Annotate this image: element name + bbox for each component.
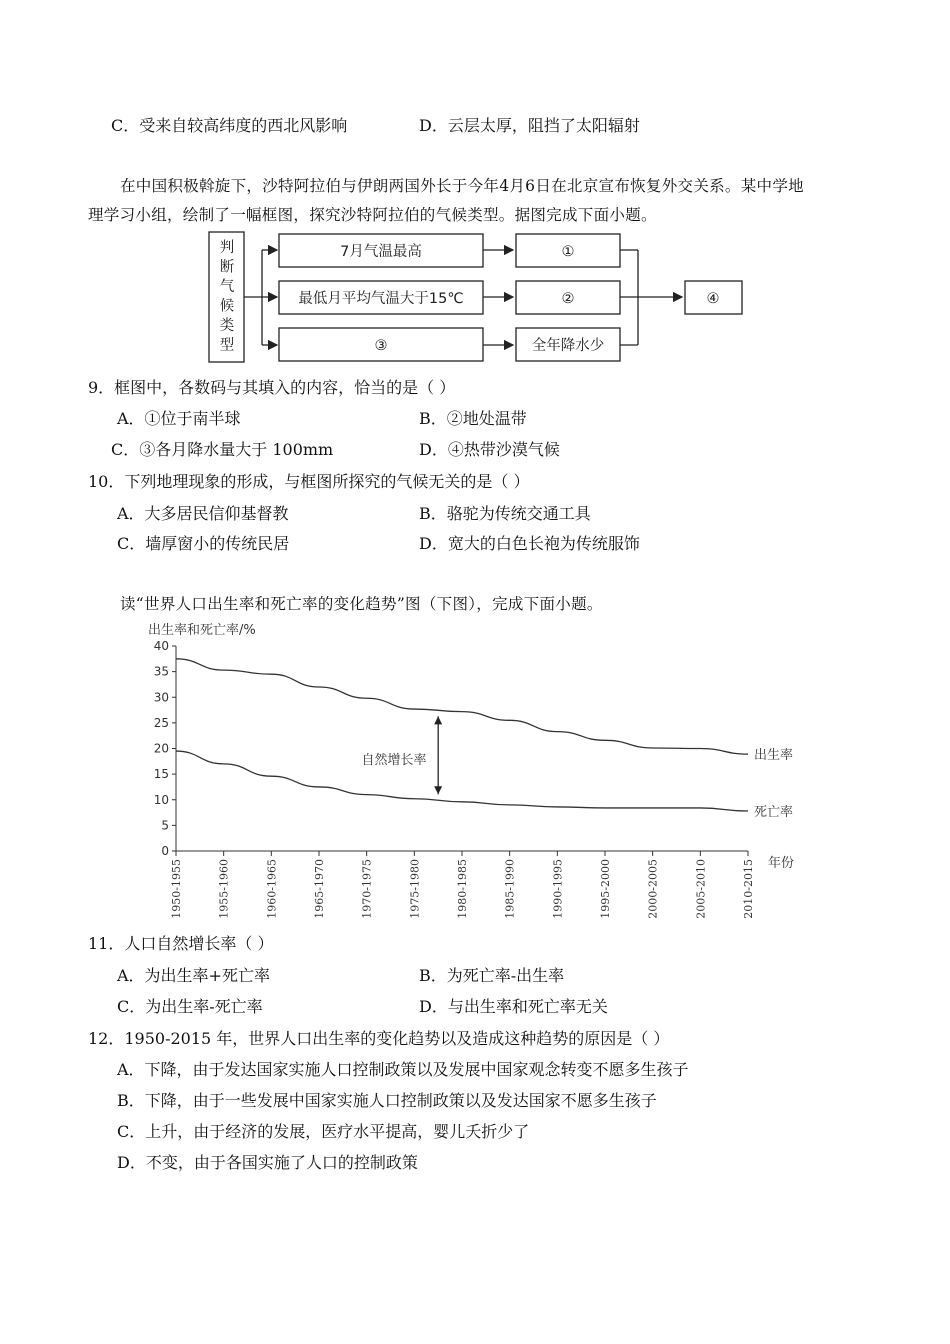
y-tick-label: 40 (153, 639, 169, 653)
x-tick-label: 1965-1970 (313, 859, 326, 919)
flow-left-char: 气 (219, 279, 235, 295)
q10-option-c: C．墙厚窗小的传统民居 (117, 534, 290, 553)
q9-option-d: D．④热带沙漠气候 (419, 440, 560, 459)
q12-option-c: C．上升，由于经济的发展，医疗水平提高，婴儿夭折少了 (117, 1122, 530, 1141)
q11-option-b: B．为死亡率-出生率 (419, 966, 565, 985)
q9-stem: 9．框图中，各数码与其填入的内容，恰当的是（ ） (88, 378, 456, 397)
q11-option-c: C．为出生率-死亡率 (117, 997, 263, 1016)
q12-option-a: A．下降，由于发达国家实施人口控制政策以及发展中国家观念转变不愿多生孩子 (117, 1060, 689, 1079)
y-tick-label: 5 (161, 818, 169, 833)
chart-ylabel: 出生率和死亡率/% (148, 623, 256, 638)
y-tick-label: 35 (153, 664, 169, 679)
flow-left-char: 候 (219, 298, 235, 315)
natural-growth-label: 自然增长率 (361, 753, 427, 768)
q12-option-d: D．不变，由于各国实施了人口的控制政策 (117, 1153, 418, 1172)
flow-row3-text: ③ (374, 338, 388, 354)
x-tick-label: 1960-1965 (265, 859, 279, 919)
q11-stem: 11．人口自然增长率（ ） (88, 934, 274, 953)
q10-option-a: A．大多居民信仰基督教 (117, 504, 289, 523)
x-tick-label: 1975-1980 (408, 859, 422, 919)
series-label-death-rate: 死亡率 (754, 805, 794, 821)
x-tick-label: 1990-1995 (551, 859, 565, 919)
y-tick-label: 30 (153, 690, 169, 705)
x-tick-label: 2010-2015 (742, 859, 755, 919)
flow-mid3-text: 全年降水少 (531, 338, 605, 354)
flow-left-char: 断 (219, 259, 235, 276)
q12-option-b: B．下降，由于一些发展中国家实施人口控制政策以及发达国家不愿多生孩子 (117, 1091, 657, 1110)
x-tick-label: 1955-1960 (217, 859, 231, 919)
flow-mid2-text: ② (561, 291, 575, 307)
q9-option-a: A．①位于南半球 (117, 409, 241, 428)
flow-row1-text: 7月气温最高 (340, 244, 422, 260)
x-tick-label: 2000-2005 (646, 859, 660, 919)
q11-option-d: D．与出生率和死亡率无关 (419, 997, 608, 1016)
y-tick-label: 15 (153, 767, 169, 782)
x-tick-label: 1995-2000 (599, 859, 612, 919)
flow-left-char: 判 (219, 240, 235, 256)
flow-left-char: 型 (219, 337, 235, 354)
passage-2: 读“世界人口出生率和死亡率的变化趋势”图（下图），完成下面小题。 (120, 595, 603, 613)
passage-1-line-1: 在中国积极斡旋下，沙特阿拉伯与伊朗两国外长于今年4月6日在北京宣布恢复外交关系。某中学地 (120, 177, 804, 195)
y-tick-label: 10 (153, 792, 169, 807)
death-rate-line (176, 751, 748, 811)
q9-option-b: B．②地处温带 (419, 409, 527, 428)
q11-option-a: A．为出生率+死亡率 (117, 966, 270, 985)
flow-mid1-text: ① (561, 244, 575, 260)
flow-row2-text: 最低月平均气温大于15℃ (298, 291, 464, 307)
birth-rate-line (176, 659, 748, 754)
x-tick-label: 1970-1975 (360, 859, 374, 919)
arrow-head-up (434, 716, 442, 724)
series-label-birth-rate: 出生率 (754, 748, 794, 764)
arrow-head-down (434, 786, 442, 794)
q9-option-c: C．③各月降水量大于 100mm (111, 440, 334, 459)
q10-stem: 10．下列地理现象的形成，与框图所探究的气候无关的是（ ） (88, 472, 530, 491)
q10-option-b: B．骆驼为传统交通工具 (419, 504, 591, 523)
q12-stem: 12．1950-2015 年，世界人口出生率的变化趋势以及造成这种趋势的原因是（ ） (88, 1029, 670, 1048)
y-tick-label: 0 (161, 844, 169, 858)
flow-left-char: 类 (219, 318, 235, 334)
x-tick-label: 2005-2010 (694, 859, 708, 919)
q10-option-d: D．宽大的白色长袍为传统服饰 (419, 534, 640, 553)
flow-result-text: ④ (706, 291, 720, 307)
y-tick-label: 20 (153, 741, 169, 756)
chart-xlabel: 年份 (768, 856, 795, 871)
q8-option-d: D．云层太厚，阻挡了太阳辐射 (419, 116, 640, 135)
x-tick-label: 1950-1955 (170, 859, 183, 919)
y-tick-label: 25 (153, 715, 169, 730)
x-tick-label: 1985-1990 (503, 859, 517, 919)
q8-option-c: C．受来自较高纬度的西北风影响 (111, 116, 348, 135)
x-tick-label: 1980-1985 (456, 859, 469, 919)
passage-1-line-2: 理学习小组，绘制了一幅框图，探究沙特阿拉伯的气候类型。据图完成下面小题。 (88, 206, 657, 224)
